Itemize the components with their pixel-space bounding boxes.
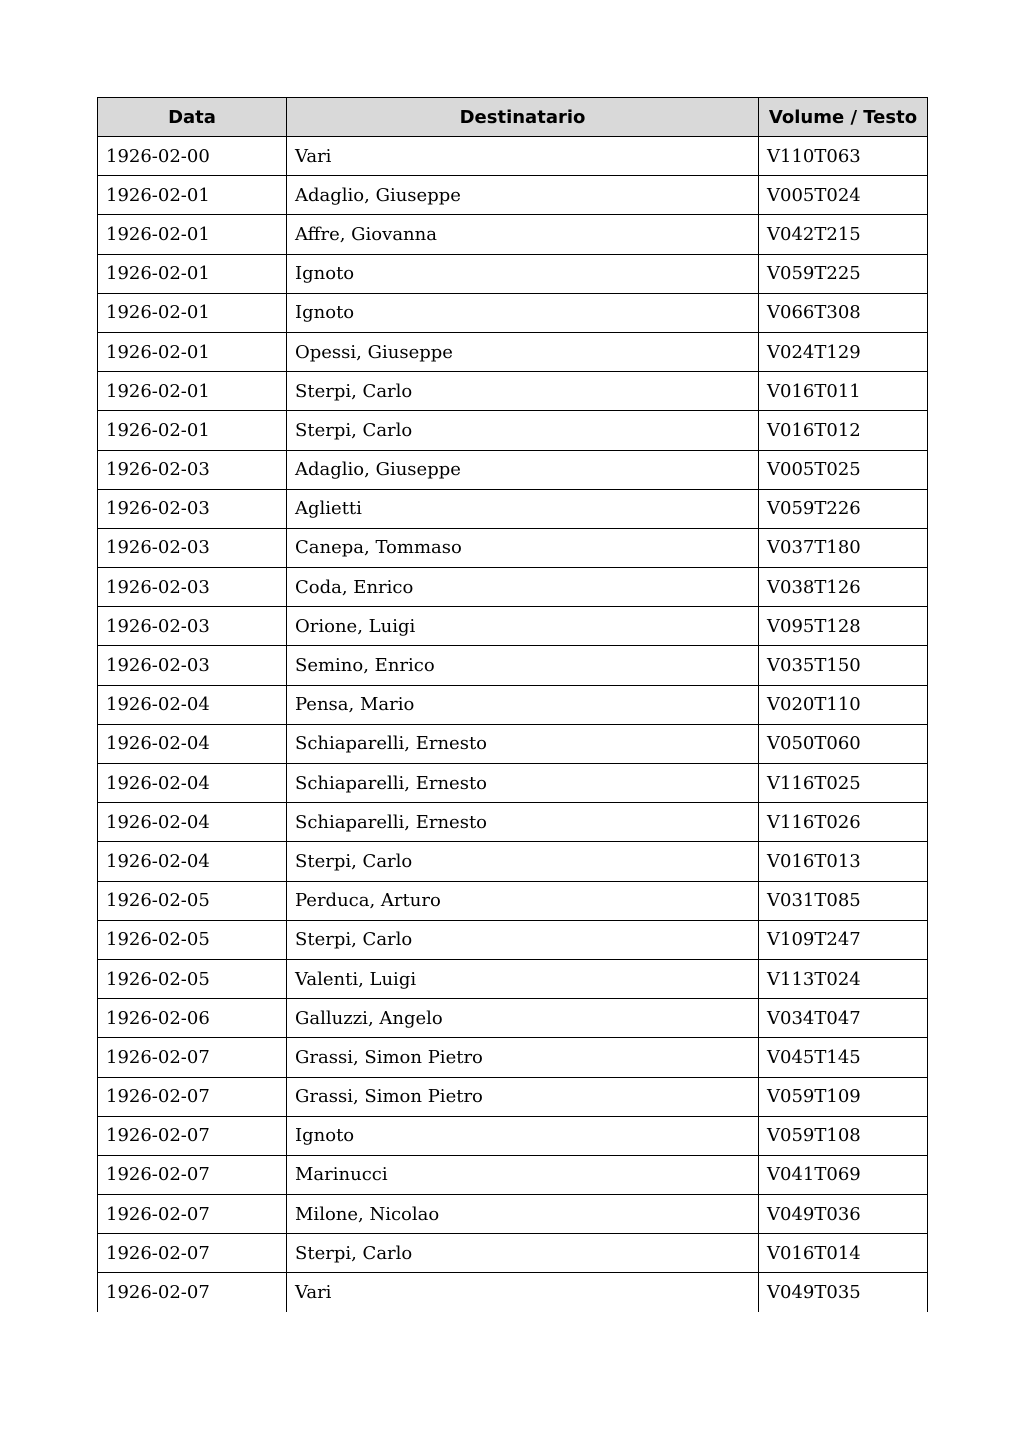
volume-cell: V016T014 xyxy=(759,1234,928,1273)
volume-cell: V005T024 xyxy=(759,176,928,215)
table-row xyxy=(98,1234,928,1273)
table-row xyxy=(98,450,928,489)
volume-cell: V049T036 xyxy=(759,1195,928,1234)
volume-cell: V016T011 xyxy=(759,372,928,411)
table-row xyxy=(98,1155,928,1194)
table-row xyxy=(98,724,928,763)
volume-cell: V066T308 xyxy=(759,293,928,332)
table-row xyxy=(98,528,928,567)
volume-column-header: Volume / Testo xyxy=(759,98,928,137)
table-row xyxy=(98,842,928,881)
date-cell: 1926-02-07 xyxy=(98,1038,287,1077)
volume-cell: V059T109 xyxy=(759,1077,928,1116)
date-cell: 1926-02-03 xyxy=(98,489,287,528)
table-row xyxy=(98,999,928,1038)
date-cell: 1926-02-00 xyxy=(98,137,287,176)
recipient-cell: Schiaparelli, Ernesto xyxy=(287,764,759,803)
recipient-cell: Valenti, Luigi xyxy=(287,959,759,998)
recipient-cell: Opessi, Giuseppe xyxy=(287,332,759,371)
table-row xyxy=(98,646,928,685)
volume-cell: V016T012 xyxy=(759,411,928,450)
date-cell: 1926-02-07 xyxy=(98,1155,287,1194)
date-column-header: Data xyxy=(98,98,287,137)
volume-cell: V095T128 xyxy=(759,607,928,646)
date-cell: 1926-02-01 xyxy=(98,332,287,371)
date-cell: 1926-02-07 xyxy=(98,1195,287,1234)
volume-cell: V109T247 xyxy=(759,920,928,959)
table-row xyxy=(98,1195,928,1234)
table-row xyxy=(98,1038,928,1077)
date-cell: 1926-02-04 xyxy=(98,842,287,881)
date-cell: 1926-02-07 xyxy=(98,1077,287,1116)
date-cell: 1926-02-03 xyxy=(98,646,287,685)
volume-cell: V038T126 xyxy=(759,568,928,607)
volume-cell: V005T025 xyxy=(759,450,928,489)
table-row xyxy=(98,372,928,411)
date-cell: 1926-02-06 xyxy=(98,999,287,1038)
recipient-cell: Coda, Enrico xyxy=(287,568,759,607)
table-row xyxy=(98,1273,928,1312)
table-row xyxy=(98,176,928,215)
recipient-cell: Affre, Giovanna xyxy=(287,215,759,254)
table-row xyxy=(98,685,928,724)
date-cell: 1926-02-01 xyxy=(98,372,287,411)
volume-cell: V113T024 xyxy=(759,959,928,998)
date-cell: 1926-02-05 xyxy=(98,959,287,998)
volume-cell: V034T047 xyxy=(759,999,928,1038)
table-header xyxy=(98,98,928,137)
volume-cell: V037T180 xyxy=(759,528,928,567)
date-cell: 1926-02-01 xyxy=(98,254,287,293)
table-row xyxy=(98,1116,928,1155)
volume-cell: V045T145 xyxy=(759,1038,928,1077)
recipient-cell: Sterpi, Carlo xyxy=(287,842,759,881)
volume-cell: V020T110 xyxy=(759,685,928,724)
recipient-cell: Adaglio, Giuseppe xyxy=(287,176,759,215)
table-row xyxy=(98,254,928,293)
volume-cell: V024T129 xyxy=(759,332,928,371)
volume-cell: V031T085 xyxy=(759,881,928,920)
date-cell: 1926-02-05 xyxy=(98,920,287,959)
recipient-cell: Adaglio, Giuseppe xyxy=(287,450,759,489)
recipient-cell: Milone, Nicolao xyxy=(287,1195,759,1234)
recipient-cell: Galluzzi, Angelo xyxy=(287,999,759,1038)
recipient-cell: Schiaparelli, Ernesto xyxy=(287,724,759,763)
volume-cell: V016T013 xyxy=(759,842,928,881)
recipient-cell: Sterpi, Carlo xyxy=(287,372,759,411)
recipient-column-header: Destinatario xyxy=(287,98,759,137)
volume-cell: V042T215 xyxy=(759,215,928,254)
volume-cell: V116T026 xyxy=(759,803,928,842)
volume-cell: V116T025 xyxy=(759,764,928,803)
table-row xyxy=(98,332,928,371)
table-row xyxy=(98,489,928,528)
recipient-cell: Vari xyxy=(287,1273,759,1312)
table-row xyxy=(98,137,928,176)
recipient-cell: Perduca, Arturo xyxy=(287,881,759,920)
table-row xyxy=(98,764,928,803)
date-cell: 1926-02-01 xyxy=(98,411,287,450)
date-cell: 1926-02-01 xyxy=(98,293,287,332)
date-cell: 1926-02-05 xyxy=(98,881,287,920)
volume-cell: V035T150 xyxy=(759,646,928,685)
table-row xyxy=(98,1077,928,1116)
date-cell: 1926-02-07 xyxy=(98,1273,287,1312)
recipient-cell: Semino, Enrico xyxy=(287,646,759,685)
date-cell: 1926-02-07 xyxy=(98,1116,287,1155)
table-row xyxy=(98,607,928,646)
recipient-cell: Canepa, Tommaso xyxy=(287,528,759,567)
recipient-cell: Schiaparelli, Ernesto xyxy=(287,803,759,842)
table-row xyxy=(98,803,928,842)
table-row xyxy=(98,920,928,959)
header-row xyxy=(98,98,928,137)
recipient-cell: Sterpi, Carlo xyxy=(287,411,759,450)
date-cell: 1926-02-03 xyxy=(98,568,287,607)
recipient-cell: Orione, Luigi xyxy=(287,607,759,646)
recipient-cell: Sterpi, Carlo xyxy=(287,1234,759,1273)
date-cell: 1926-02-04 xyxy=(98,724,287,763)
date-cell: 1926-02-07 xyxy=(98,1234,287,1273)
date-cell: 1926-02-03 xyxy=(98,528,287,567)
recipient-cell: Ignoto xyxy=(287,293,759,332)
table-row xyxy=(98,568,928,607)
volume-cell: V059T225 xyxy=(759,254,928,293)
volume-cell: V059T108 xyxy=(759,1116,928,1155)
volume-cell: V059T226 xyxy=(759,489,928,528)
table-row xyxy=(98,215,928,254)
recipient-cell: Grassi, Simon Pietro xyxy=(287,1038,759,1077)
letters-table xyxy=(97,97,928,1312)
date-cell: 1926-02-03 xyxy=(98,450,287,489)
date-cell: 1926-02-04 xyxy=(98,685,287,724)
volume-cell: V110T063 xyxy=(759,137,928,176)
recipient-cell: Sterpi, Carlo xyxy=(287,920,759,959)
volume-cell: V041T069 xyxy=(759,1155,928,1194)
recipient-cell: Marinucci xyxy=(287,1155,759,1194)
date-cell: 1926-02-01 xyxy=(98,176,287,215)
date-cell: 1926-02-03 xyxy=(98,607,287,646)
recipient-cell: Pensa, Mario xyxy=(287,685,759,724)
date-cell: 1926-02-04 xyxy=(98,764,287,803)
table-row xyxy=(98,881,928,920)
recipient-cell: Grassi, Simon Pietro xyxy=(287,1077,759,1116)
table-row xyxy=(98,959,928,998)
recipient-cell: Ignoto xyxy=(287,254,759,293)
volume-cell: V049T035 xyxy=(759,1273,928,1312)
recipient-cell: Vari xyxy=(287,137,759,176)
date-cell: 1926-02-01 xyxy=(98,215,287,254)
recipient-cell: Ignoto xyxy=(287,1116,759,1155)
table-row xyxy=(98,411,928,450)
volume-cell: V050T060 xyxy=(759,724,928,763)
table-row xyxy=(98,293,928,332)
date-cell: 1926-02-04 xyxy=(98,803,287,842)
recipient-cell: Aglietti xyxy=(287,489,759,528)
table-body xyxy=(98,137,928,1313)
